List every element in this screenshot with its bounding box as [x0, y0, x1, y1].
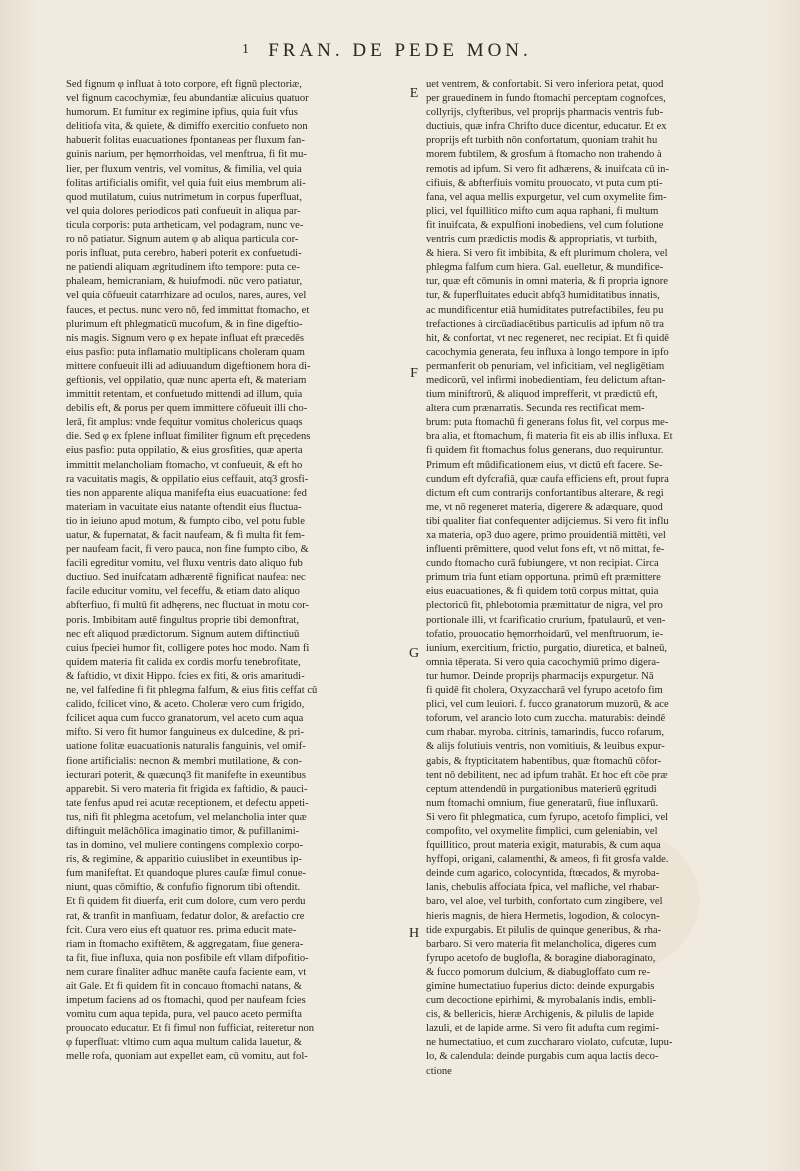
text-line: uet ventrem, & confortabit. Si vero inferiora petat, quod	[426, 79, 664, 90]
text-line: bra alia, et ftomachum, fi materia fit eis ab illis influxa. Et	[426, 431, 673, 443]
text-line: riam in ftomacho exiftētem, & aggregatam, fiue genera-	[66, 938, 304, 950]
text-line: uatur, & fupernatat, & facit naufeam, & fi multa fit fem-	[66, 530, 305, 541]
text-line: mifto. Si vero fit humor fanguineus ex dulcedine, & pri-	[66, 727, 305, 739]
text-line: debilis eft, & porus per quem immittere cōfueuit illi cho-	[66, 403, 308, 415]
text-line: plici, vel fquillitico mifto cum aqua raphani, fi multum	[426, 205, 659, 217]
text-line: diftinguit melāchōlica imaginatio timor, & pufillanimi-	[66, 825, 300, 837]
text-line: quod mutilatum, cuius nutrimetum in corpus fuperfluat,	[66, 191, 302, 203]
text-line: trefactiones à circūadiacētibus particulis ad ipfum nō tra	[426, 318, 664, 330]
text-line: cundo ftomacho curā fubiungere, vt non recipiat. Circa	[426, 558, 659, 570]
text-line: mittere confueuit illi ad adiuuandum digeftionem hora di-	[66, 360, 311, 372]
text-line: fauces, et pectus. nunc vero nō, fed immittat ftomacho, et	[66, 304, 310, 316]
text-line: lazuli, et de lapide arme. Si vero fit adufta cum regimi-	[426, 1023, 659, 1035]
text-line: tium miniftrorū, & aliquod imprefferit, vt prædictū eft,	[426, 389, 658, 401]
text-line: ticula corporis: puta artheticam, vel podagram, nunc ve-	[66, 219, 304, 231]
text-line: tibi qualiter fiat confequenter adijciemus. Si vero fit influ	[426, 515, 669, 527]
text-line: facile educitur vomitu, vel feceffu, & etiam dato aliquo	[66, 586, 300, 598]
text-line: lo, & calendula: deinde purgabis cum aqua lactis deco-	[426, 1051, 659, 1063]
text-line: tio in ieiuno apud motum, & fumpto cibo, vel potu fuble	[66, 515, 305, 527]
text-line: fcit. Cura vero eius eft quatuor res. prima educit mate-	[66, 924, 297, 936]
text-line: dictum eft cum contrarijs confortantibus alterare, & regi	[426, 487, 664, 499]
text-line: tate fenfus apud rei acutæ receptionem, et defectu appeti-	[66, 797, 309, 809]
text-line: eius euacuationes, & fi quidem totū corpus mittat, quia	[426, 586, 659, 598]
text-line: tofatio, prouocatio hęmorrhoidarū, vel menftruorum, ie-	[426, 628, 664, 640]
text-line: abfterfiuo, fi multū fit adhęrens, nec fluctuat in motu cor-	[66, 600, 310, 612]
text-line: vel quia dolores periodicos pati confueuit in aliqua par-	[66, 205, 301, 217]
text-line: nis magis. Signum vero φ ex hepate influat eft præcedēs	[66, 332, 304, 344]
text-line: proprijs eft turbith nōn confortatum, quoniam trahit hu	[426, 135, 658, 147]
text-line: iunium, exercitium, frictio, purgatio, diuretica, et balneū,	[426, 642, 668, 654]
text-line: apparebit. Si vero materia fit frigida ex faftidio, & pauci-	[66, 783, 308, 795]
text-line: lanis, chebulis affociata fpica, vel mafliche, vel rhabar-	[426, 882, 660, 894]
text-line: medicorū, vel infirmi inobedientiam, feu delictum aftan-	[426, 374, 666, 386]
text-line: impetum faciens ad os ftomachi, quod per naufeam fcies	[66, 995, 306, 1007]
text-line: nem curare finaliter adhuc manēte caufa faciente eam, vt	[66, 966, 307, 978]
text-line: die. Sed φ ex fplene influat fimiliter fignum eft pręcedens	[66, 431, 311, 443]
text-line: geftionis, vel oppilatio, quæ nunc aperta eft, & materiam	[66, 374, 307, 386]
text-line: plectoricū fit, phlebotomia præmittatur de nigra, vel pro	[426, 600, 663, 612]
text-line: facili egreditur vomitu, vel fluxu ventris dato aliquo fub	[66, 558, 303, 570]
text-line: toforum, vel arancio loto cum zuccha. maturabis: deindē	[426, 713, 666, 725]
right-column	[426, 78, 764, 1079]
text-line: lerā, fit amplus: vnde fequitur vomitus cholericus quaqs	[66, 417, 303, 429]
text-line: cacochymia generata, feu influxa à longo tempore in ipfo	[426, 346, 669, 358]
text-line: Primum eft mūdificationem eius, vt dictū eft facere. Se-	[426, 459, 663, 471]
text-line: materiam in vacuitate eius natante oftendit eius fluctua-	[66, 501, 302, 513]
text-line: fi quidē fit cholera, Oxyzaccharā vel fyrupo acetofo fim	[426, 685, 663, 697]
text-line: quidem materia fit calida ex cordis morfu tenebrofitate,	[66, 656, 301, 668]
text-line: collyrijs, clyfteribus, vel proprijs pharmacis ventris fub-	[426, 107, 664, 119]
text-line: ventris cum prædictis modis & appropriatis, vt turbith,	[426, 234, 657, 246]
text-line: me, vt nō regeneret materia, digerere & adæquare, quod	[426, 501, 663, 513]
text-line: ties non apparente aliqua manifefta eius euacuatione: fed	[66, 487, 307, 499]
text-line: delitiofa vita, & quiete, & dimiffo exercitio confueto non	[66, 121, 308, 133]
text-line: tide expurgabis. Et pilulis de quinque generibus, & rha-	[426, 924, 662, 936]
text-line: hit, & confortat, vt nec regeneret, nec recipiat. Et fi quidē	[426, 332, 669, 344]
text-line: plurimum eft phlegmaticū mucofum, & in fine digeftio-	[66, 318, 303, 330]
text-line: cis, & bellericis, hieræ Archigenis, & pilulis de lapide	[426, 1009, 655, 1021]
text-line: ductiuis, quæ infra Chrifto duce dicentur, educatur. Et ex	[426, 121, 667, 133]
text-line: calido, fcilicet vino, & aceto. Choleræ vero cum frigido,	[66, 699, 305, 711]
folio-mark: 1	[242, 42, 249, 57]
text-line: influenti prēmittere, quod velut fons eft, vt nō mittat, fe-	[426, 544, 665, 556]
text-line: ne humectatiuo, et cum zucchararo violato, cufcutæ, lupu-	[426, 1037, 673, 1049]
text-line: cundum eft dyfcrafiā, quæ caufa efficiens eft, prout fupra	[426, 473, 669, 485]
text-line: remotis ad ipfum. Si vero fit adhærens, & inuifcata cū in-	[426, 163, 670, 175]
text-line: ne, vel falfedine fi fit phlegma falfum, & eius fitis ceffat cū	[66, 685, 318, 697]
text-line: & alijs folutiuis ventris, non vomitiuis, & leuibus expur-	[426, 741, 665, 753]
text-line: gabis, & ftypticitatem habentibus, quæ ftomachū cōfor-	[426, 755, 662, 767]
margin-letter-f: F	[410, 366, 418, 381]
text-line: folitas artificialis omifit, vel quia fuit eius membrum ali-	[66, 177, 306, 189]
running-head: FRAN. DE PEDE MON.	[268, 40, 532, 61]
text-line: melle rofa, quoniam aut expellet eam, cū vomitu, aut fol-	[66, 1051, 308, 1063]
text-line: poris influat, puta cerebro, haberi poterit ex confuetudi-	[66, 248, 302, 260]
text-line: per grauedinem in fundo ftomachi perceptam cognofces,	[426, 93, 666, 105]
text-line: xa materia, op3 duo agere, primo prouidentiā mittēti, vel	[426, 530, 666, 541]
text-line: per naufeam facit, fi vero pauca, non fine fumpto cibo, &	[66, 544, 309, 556]
text-line: fi quidem fit ftomachus folus generans, duo requiruntur.	[426, 445, 664, 457]
text-line: fum manifeftat. Et quandoque plures cauſæ fimul conue-	[66, 868, 307, 880]
text-line: lier, per fluxum ventris, vel vomitus, & fimilia, vel quia	[66, 163, 302, 175]
text-line: tur, quæ eft cōmunis in omni materia, & fi propria ignore	[426, 276, 669, 288]
text-line: omnia tēperata. Si vero quia cacochymiū primo digera-	[426, 656, 660, 668]
text-line: & fucco pomorum dulcium, & diabugloffato cum re-	[426, 966, 650, 978]
text-line: ait Gale. Et fi quidem fit in concauo ftomachi natans, &	[66, 981, 302, 992]
margin-letter-h: H	[408, 926, 420, 941]
text-line: niunt, quas cōmiftio, & confufio fignorum tibi oftendit.	[66, 882, 301, 894]
text-line: poris. Imbibitam autē fingultus proprie tibi demonftrat,	[66, 614, 300, 626]
text-line: hieris magnis, de hiera Hermetis, logodion, & colocyn-	[426, 910, 660, 922]
text-line: gimine humectatiuo fuperius dicto: deinde expurgabis	[426, 981, 655, 992]
text-line: tur, & fuperfluitates educit abfq3 humiditatibus innatis,	[426, 290, 660, 302]
text-line: tas in domino, vel muliere contingens complexio corpo-	[66, 840, 304, 852]
text-line: brum: puta ftomachū fi generans folus fit, vel corpus me-	[426, 417, 669, 429]
text-line: phlegma falfum cum hiera. Gal. euelletur, & mundifice-	[426, 262, 664, 274]
text-line: vomitu cum aqua tepida, pura, vel pauco aceto permifta	[66, 1009, 302, 1021]
text-line: eius pasfio: puta inflamatio multiplicans choleram quam	[66, 346, 305, 358]
text-line: nec eft aliquod prædictorum. Signum autem diftinctiuū	[66, 628, 300, 640]
text-line: ta fit, fiue influxa, quia non posfibile eft vllam difpofitio-	[66, 952, 309, 964]
text-line: cum decoctione epirhimi, & myrobalanis indis, embli-	[426, 995, 657, 1007]
text-line: morem fubtilem, & grosfum à ftomacho non trahendo à	[426, 149, 662, 161]
text-line: primum tria funt etiam opportuna. primū eft præmittere	[426, 572, 661, 584]
text-line: φ fuperfluat: vltimo cum aqua multum calida lauetur, &	[66, 1037, 303, 1049]
text-line: & hiera. Si vero fit imbibita, & eft plurimum cholera, vel	[426, 248, 668, 260]
text-line: tur humor. Deinde proprijs pharmacijs expurgetur. Nā	[426, 670, 654, 682]
text-line: ductiuo. Sed inuifcatam adhærentē fignificat naufea: nec	[66, 572, 306, 584]
text-line: fyrupo acetofo de buglofla, & boragine diaboraginato,	[426, 952, 656, 964]
text-line: immittit melancholiam ftomacho, vt confueuit, & eft ho	[66, 459, 303, 471]
text-line: ctione	[426, 1065, 452, 1077]
text-line: fquillitico, prout materia exigit, maturabis, & cum aqua	[426, 840, 661, 852]
text-line: ra vacuitatis magis, & oppilatio eius ceffauit, atq3 grosfi-	[66, 473, 309, 485]
text-line: ne patiendi aliquam ægritudinem ifto tempore: puta ce-	[66, 262, 300, 274]
text-line: ro nō patiatur. Signum autem φ ab aliqua particula cor-	[66, 234, 299, 246]
text-line: plici, vel cum leuiori. f. fucco granatorum muzorū, & ace	[426, 699, 669, 711]
text-line: & faftidio, vt dixit Hippo. fcies ex fiti, & oris amaritudi-	[66, 670, 305, 682]
text-line: fit inuifcata, & expulfioni inobediens, vel cum folutione	[426, 219, 664, 231]
text-line: portionale illi, vt fcarificatio crurium, fpatulaurū, et ven-	[426, 614, 666, 626]
text-line: humorum. Et fumitur ex regimine ipfius, quia fuit vfus	[66, 107, 298, 119]
text-line: fione artificialis: necnon & membri mutilatione, & con-	[66, 755, 302, 767]
text-line: eius pasfio: puta oppilatio, & eius grosfities, quæ aperta	[66, 445, 303, 457]
text-line: ceptum attendendū in purgationibus materierū ęgritudi	[426, 783, 657, 795]
text-line: hyffopi, origani, calamenthi, & ameos, fi fit grosfa valde.	[426, 854, 669, 866]
text-line: habuerit folitas euacuationes fpontaneas per fluxum fan-	[66, 135, 305, 147]
text-line: baro, vel aloe, vel turbith, confortato cum zingibere, vel	[426, 896, 663, 908]
left-column	[66, 78, 398, 1065]
text-line: num ftomachi omnium, fiue generatarū, fiue influxarū.	[426, 797, 659, 809]
text-line: iecturari poterit, & quæcunq3 fit manifefte in exeuntibus	[66, 769, 307, 781]
text-line: cum rhabar. myroba. citrinis, tamarindis, fucco rofarum,	[426, 727, 664, 739]
text-line: guinis narium, per hęmorrhoidas, vel menftrua, fi fit mu-	[66, 149, 307, 161]
text-line: ac mundificentur etiā humiditates putrefactibiles, feu pu	[426, 304, 664, 316]
text-line: phaleam, hemicraniam, & huiufmodi. nūc vero patiatur,	[66, 276, 303, 288]
text-line: rat, & tranfit in manfiuam, fedatur dolor, & arefactio cre	[66, 910, 305, 922]
margin-letter-g: G	[408, 646, 420, 661]
text-line: tus, nifi fit phlegma acetofum, vel melancholia inter quæ	[66, 811, 307, 823]
text-line: vel fignum cacochymiæ, feu abundantiæ alicuius quatuor	[66, 93, 309, 105]
text-line: deinde cum agarico, colocyntida, ftœcados, & myroba-	[426, 868, 660, 880]
text-line: prouocato educatur. Et fi fimul non fufficiat, reiteretur non	[66, 1023, 315, 1035]
margin-letter-e: E	[409, 86, 419, 101]
text-line: permanferit ob penuriam, vel inficitiam, vel negligētiam	[426, 360, 665, 372]
text-line: Sed fignum φ influat à toto corpore, eft fignū plectoriæ,	[66, 79, 302, 90]
text-line: immittit retentam, et confuetudo mittendi ad illum, quia	[66, 389, 303, 401]
text-line: Et fi quidem fit diuerfa, erit cum dolore, cum vero perdu	[66, 896, 306, 908]
text-line: cifiuis, & abfterfiuis vomitu prouocato, vt puta cum pti-	[426, 177, 663, 189]
text-line: compofito, vel oxymelite fimplici, cum geleniabin, vel	[426, 825, 658, 837]
text-line: barbaro. Si vero materia fit melancholica, digeres cum	[426, 938, 657, 950]
text-line: cuius fpeciei humor fit, colligere potes hoc modo. Nam fi	[66, 642, 310, 654]
text-line: fana, vel aqua mellis expurgetur, vel cum oxymelite fim-	[426, 191, 667, 203]
text-line: Si vero fit phlegmatica, cum fyrupo, acetofo fimplici, vel	[426, 811, 669, 823]
text-line: altera cum prænarratis. Secunda res rectificat mem-	[426, 403, 645, 415]
text-line: ris, & regimine, & apparitio cuiuslibet in exeuntibus ip-	[66, 854, 302, 866]
text-line: tent nō debilitent, nec ad ipfum trahāt. Et hoc eft cōe præ	[426, 769, 668, 781]
text-line: fcilicet aqua cum fucco granatorum, vel aceto cum aqua	[66, 713, 304, 725]
text-line: uatione folitæ euacuationis naturalis fanguinis, vel omif-	[66, 741, 306, 753]
text-line: vel quia cōfueuit catarrhizare ad oculos, nares, aures, vel	[66, 290, 307, 302]
